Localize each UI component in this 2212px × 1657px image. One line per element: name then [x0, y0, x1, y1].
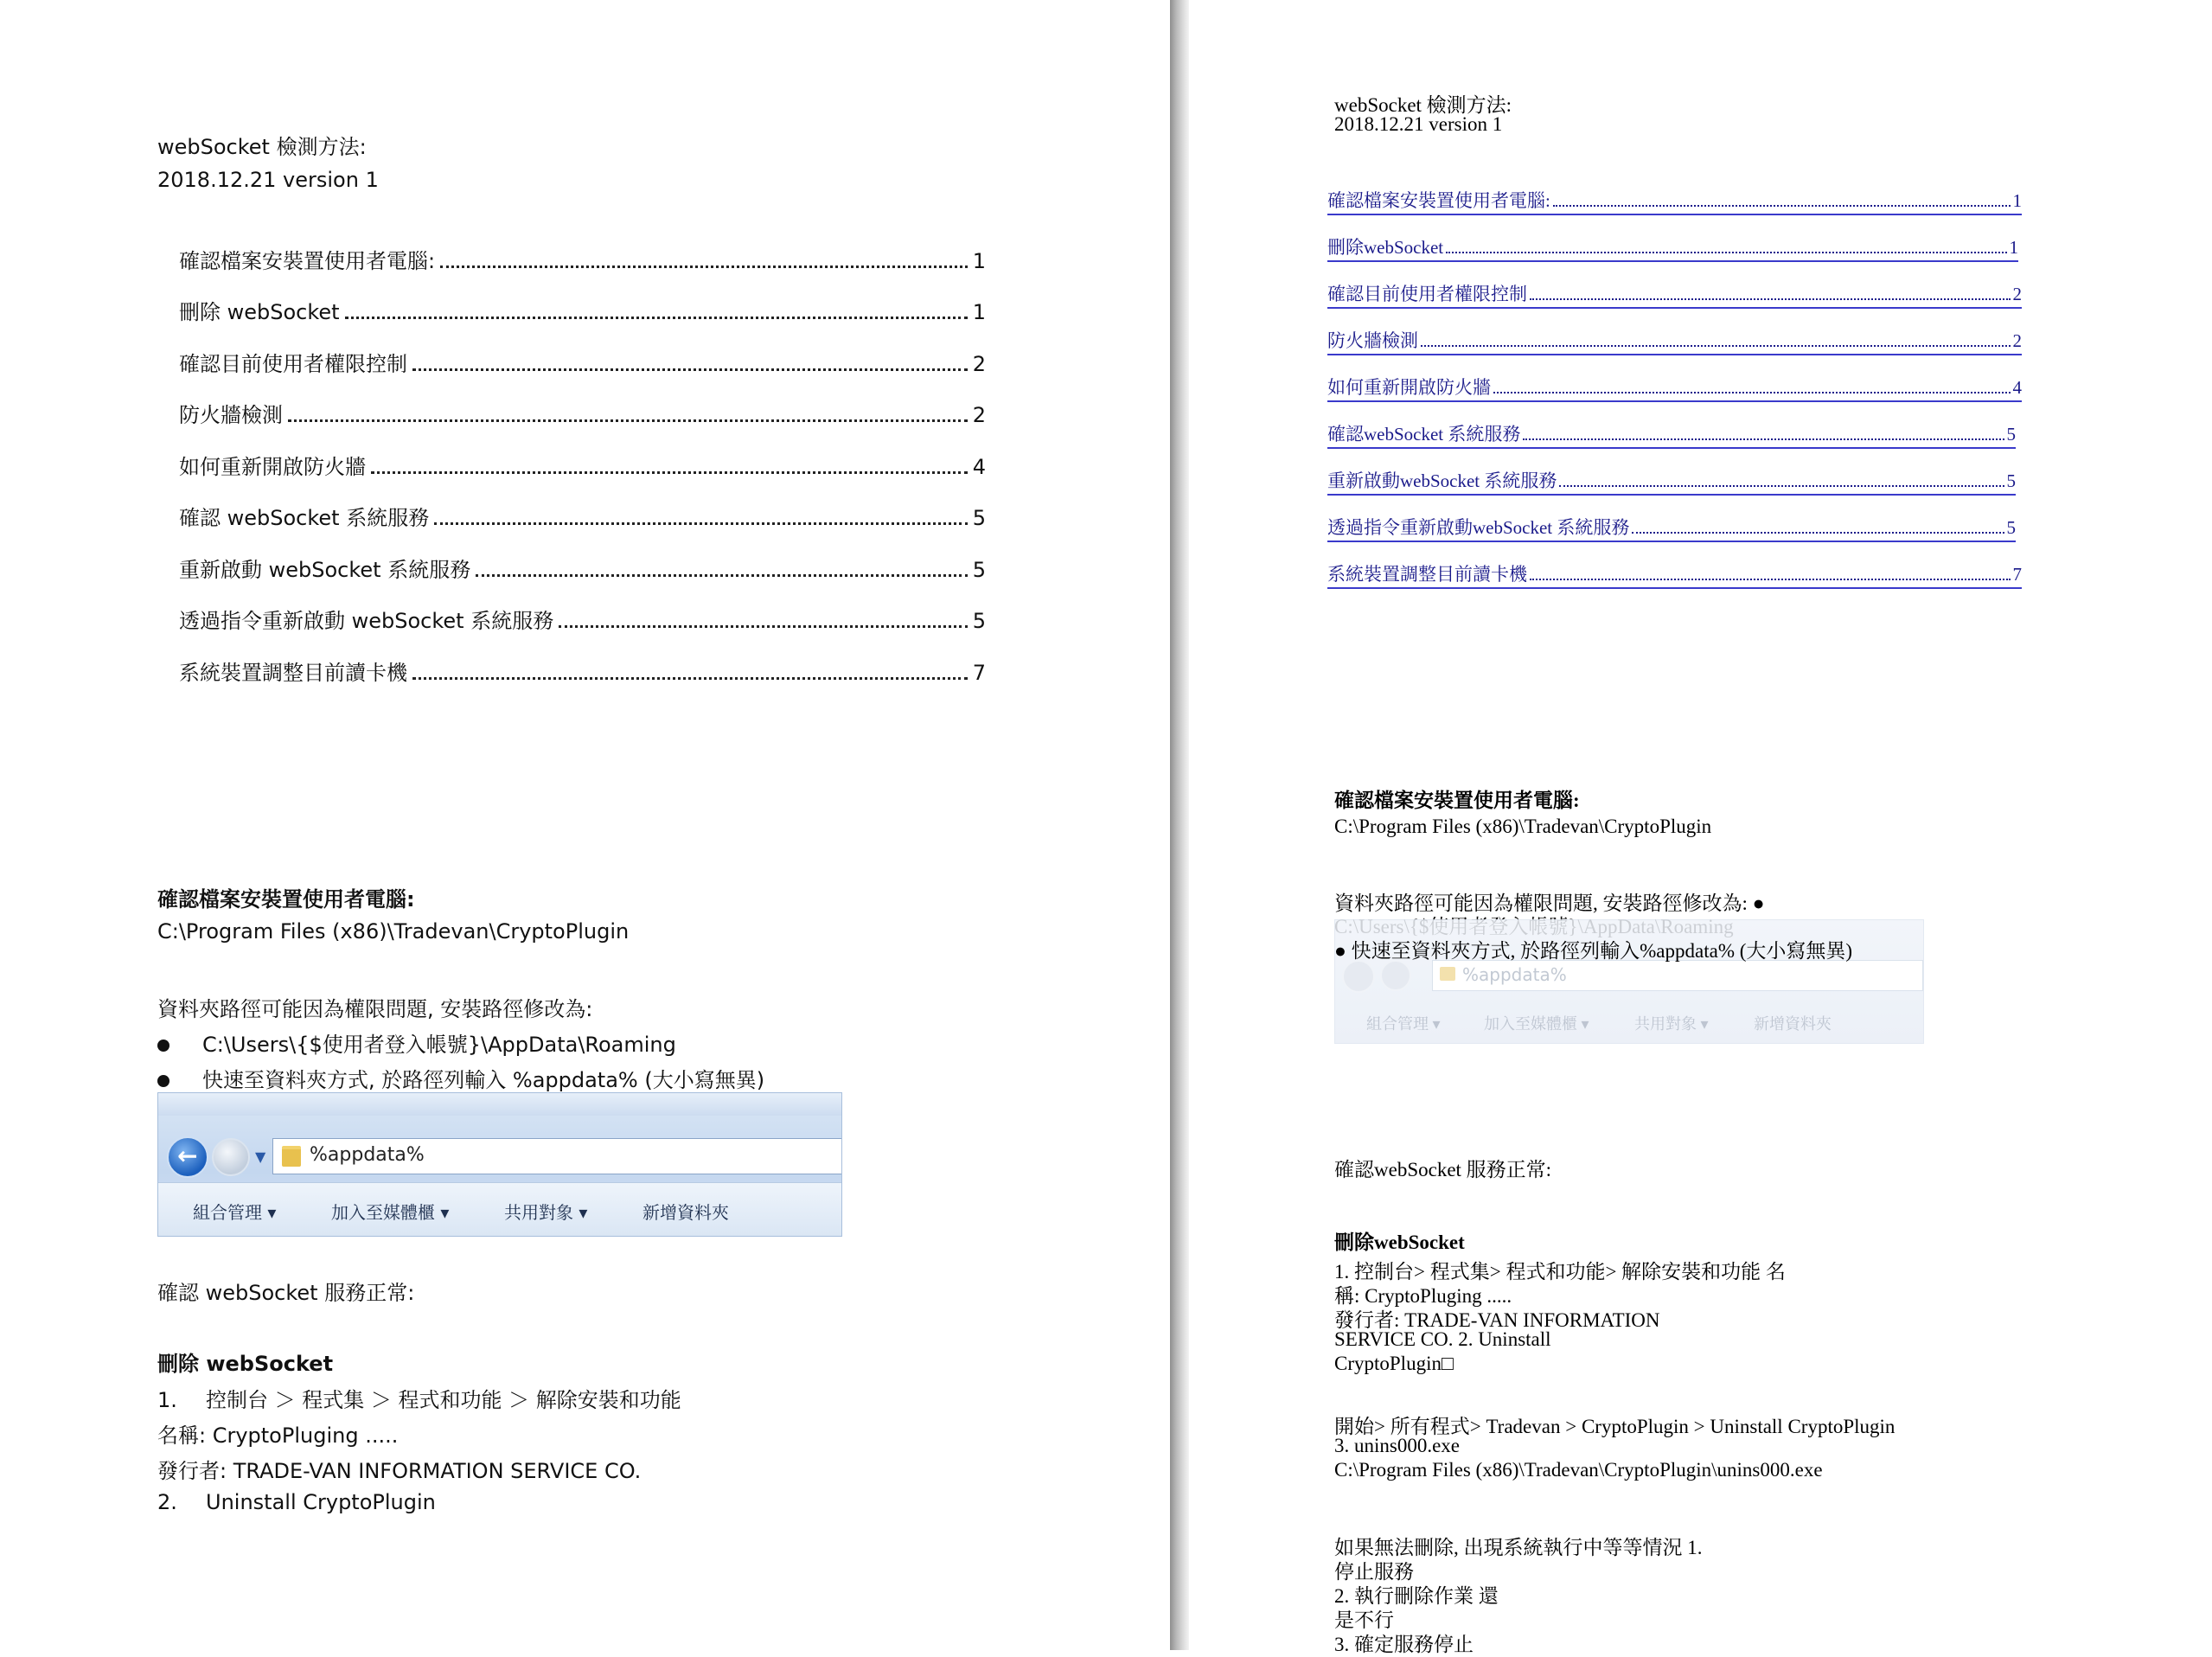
converted-fallback-line: 是不行	[1334, 1609, 1394, 1631]
toolbar-new-folder: 新增資料夾	[643, 1202, 729, 1223]
converted-start-menu-line: 開始> 所有程式> Tradevan > CryptoPlugin > Uninstall CryptoPlugin	[1334, 1416, 1896, 1437]
toc-link[interactable]: 確認目前使用者權限控制 2	[1327, 280, 2022, 309]
service-check-heading: 確認 webSocket 服務正常:	[157, 1281, 415, 1305]
toc-page-number: 1	[972, 300, 986, 324]
toc-leader	[559, 625, 968, 628]
toc-leader	[1523, 438, 2004, 440]
bullet-icon	[157, 1075, 169, 1087]
section-heading-delete: 刪除 webSocket	[157, 1352, 334, 1376]
converted-delete-heading: 刪除webSocket	[1334, 1232, 1465, 1253]
converted-service-check: 確認webSocket 服務正常:	[1334, 1159, 1552, 1180]
address-text: %appdata%	[310, 1144, 425, 1166]
toc-page-number: 5	[972, 609, 986, 633]
toc-leader	[1530, 579, 2011, 580]
toc-page-number: 7	[2012, 564, 2022, 585]
converted-install-heading: 確認檔案安裝置使用者電腦:	[1334, 790, 1580, 811]
toolbar-add-to-library: 加入至媒體櫃 ▾	[331, 1202, 450, 1223]
toc-entry[interactable]: 確認 webSocket 系統服務 5	[179, 506, 986, 530]
back-icon	[1342, 960, 1375, 993]
delete-step: 名稱: CryptoPluging .....	[157, 1423, 399, 1448]
toc-page-number: 2	[972, 403, 986, 427]
toc-leader	[1553, 205, 2011, 207]
toc-link[interactable]: 如何重新開啟防火牆 4	[1327, 374, 2022, 402]
toc-link[interactable]: 刪除webSocket 1	[1327, 234, 2018, 262]
toc-entry[interactable]: 確認檔案安裝置使用者電腦: 1	[179, 249, 986, 273]
document-version: 2018.12.21 version 1	[157, 168, 379, 192]
converted-delete-line: 發行者: TRADE-VAN INFORMATION	[1334, 1309, 1660, 1331]
toc-link[interactable]: 確認檔案安裝置使用者電腦: 1	[1327, 187, 2022, 215]
toc-entry[interactable]: 確認目前使用者權限控制 2	[179, 352, 986, 376]
back-icon: ←	[167, 1136, 208, 1178]
converted-fallback-line: 如果無法刪除, 出現系統執行中等等情況 1.	[1334, 1537, 1703, 1558]
converted-fallback-line: 2. 執行刪除作業 還	[1334, 1585, 1499, 1607]
toc-link[interactable]: 防火牆檢測 2	[1327, 327, 2022, 355]
document-title: webSocket 檢測方法:	[157, 135, 367, 159]
toc-page-number: 2	[972, 352, 986, 376]
converted-version: 2018.12.21 version 1	[1334, 113, 1503, 135]
converted-delete-line: SERVICE CO. 2. Uninstall	[1334, 1328, 1551, 1350]
forward-icon	[212, 1138, 250, 1176]
toc-leader	[288, 419, 968, 422]
toc-page-number: 5	[2006, 470, 2016, 491]
address-bar	[272, 1138, 842, 1174]
toc-page-number: 1	[2012, 190, 2022, 211]
toc-entry[interactable]: 透過指令重新啟動 webSocket 系統服務 5	[179, 609, 986, 633]
address-text: %appdata%	[1462, 964, 1567, 985]
toc-page-number: 5	[2006, 517, 2016, 538]
toc-leader	[1530, 298, 2011, 300]
toc-link[interactable]: 透過指令重新啟動webSocket 系統服務 5	[1327, 514, 2016, 542]
toc-page-number: 7	[972, 661, 986, 685]
converted-permission-note: 資料夾路徑可能因為權限問題, 安裝路徑修改為: ●	[1334, 892, 1765, 914]
toc-page-number: 4	[2012, 377, 2022, 398]
toc-entry[interactable]: 如何重新開啟防火牆 4	[179, 455, 986, 479]
toc-leader	[345, 317, 968, 319]
converted-title: webSocket 檢測方法:	[1334, 94, 1512, 116]
converted-start-menu-line: C:\Program Files (x86)\Tradevan\CryptoPlugin\unins000.exe	[1334, 1459, 1823, 1481]
address-bar	[1432, 960, 1923, 991]
permission-note: 資料夾路徑可能因為權限問題, 安裝路徑修改為:	[157, 997, 593, 1021]
toc-leader	[412, 368, 968, 371]
toc-leader	[440, 266, 968, 268]
toc-leader	[1559, 485, 2004, 487]
toc-link[interactable]: 確認webSocket 系統服務 5	[1327, 420, 2016, 449]
toc-page-number: 1	[2009, 237, 2018, 258]
page-gutter-shadow	[1170, 0, 1189, 1650]
toc-entry[interactable]: 重新啟動 webSocket 系統服務 5	[179, 558, 986, 582]
toc-leader	[476, 574, 968, 577]
toc-leader	[412, 677, 968, 680]
toc-page-number: 2	[2012, 284, 2022, 304]
bullet-item: C:\Users\{$使用者登入帳號}\AppData\Roaming	[157, 1027, 676, 1058]
toc-leader	[1493, 392, 2011, 393]
folder-icon	[1440, 967, 1455, 981]
toc-leader	[371, 471, 968, 474]
delete-step: 2. Uninstall CryptoPlugin	[157, 1490, 436, 1514]
install-path: C:\Program Files (x86)\Tradevan\CryptoPlugin	[157, 919, 630, 944]
toc-page-number: 5	[2006, 424, 2016, 445]
forward-icon	[1380, 960, 1411, 991]
converted-fallback-line: 3. 確定服務停止	[1334, 1634, 1474, 1655]
toc-leader	[434, 522, 968, 525]
bullet-icon	[157, 1040, 169, 1052]
toc-page-number: 4	[972, 455, 986, 479]
converted-fallback-line: 停止服務	[1334, 1561, 1414, 1583]
toolbar-new-folder: 新增資料夾	[1754, 1015, 1832, 1033]
delete-step: 發行者: TRADE-VAN INFORMATION SERVICE CO.	[157, 1459, 642, 1483]
converted-delete-line: 稱: CryptoPluging .....	[1334, 1285, 1512, 1307]
toc-leader	[1421, 345, 2011, 347]
explorer-title-bar	[158, 1093, 841, 1116]
toc-link[interactable]: 系統裝置調整目前讀卡機 7	[1327, 560, 2022, 589]
delete-step: 1. 控制台 ＞ 程式集 ＞ 程式和功能 ＞ 解除安裝和功能	[157, 1388, 681, 1412]
toc-entry[interactable]: 系統裝置調整目前讀卡機 7	[179, 661, 986, 685]
section-heading-install-location: 確認檔案安裝置使用者電腦:	[157, 887, 415, 912]
converted-install-path: C:\Program Files (x86)\Tradevan\CryptoPlugin	[1334, 816, 1712, 837]
toolbar-organize: 組合管理 ▾	[1366, 1015, 1441, 1033]
toc-leader	[1632, 532, 2004, 534]
toolbar-organize: 組合管理 ▾	[193, 1202, 277, 1223]
bullet-item: 快速至資料夾方式, 於路徑列輸入 %appdata% (大小寫無異)	[157, 1063, 764, 1093]
toc-entry[interactable]: 刪除 webSocket 1	[179, 300, 986, 324]
chevron-down-icon: ▼	[255, 1148, 266, 1165]
explorer-screenshot	[157, 1092, 842, 1237]
toc-leader	[1446, 252, 2006, 253]
toc-entry[interactable]: 防火牆檢測 2	[179, 403, 986, 427]
toc-page-number: 1	[972, 249, 986, 273]
toc-page-number: 5	[972, 506, 986, 530]
folder-icon	[282, 1146, 301, 1167]
toc-link[interactable]: 重新啟動webSocket 系統服務 5	[1327, 467, 2016, 496]
converted-quick-access: ● 快速至資料夾方式, 於路徑列輸入%appdata% (大小寫無異)	[1334, 940, 1853, 962]
toc-page-number: 2	[2012, 330, 2022, 351]
converted-start-menu-line: 3. unins000.exe	[1334, 1435, 1461, 1456]
toolbar-add-to-library: 加入至媒體櫃 ▾	[1484, 1015, 1589, 1033]
converted-delete-line: 1. 控制台> 程式集> 程式和功能> 解除安裝和功能 名	[1334, 1261, 1786, 1283]
toolbar-share-with: 共用對象 ▾	[504, 1202, 588, 1223]
toolbar-share-with: 共用對象 ▾	[1634, 1015, 1709, 1033]
converted-delete-line: CryptoPlugin□	[1334, 1353, 1454, 1374]
toc-page-number: 5	[972, 558, 986, 582]
